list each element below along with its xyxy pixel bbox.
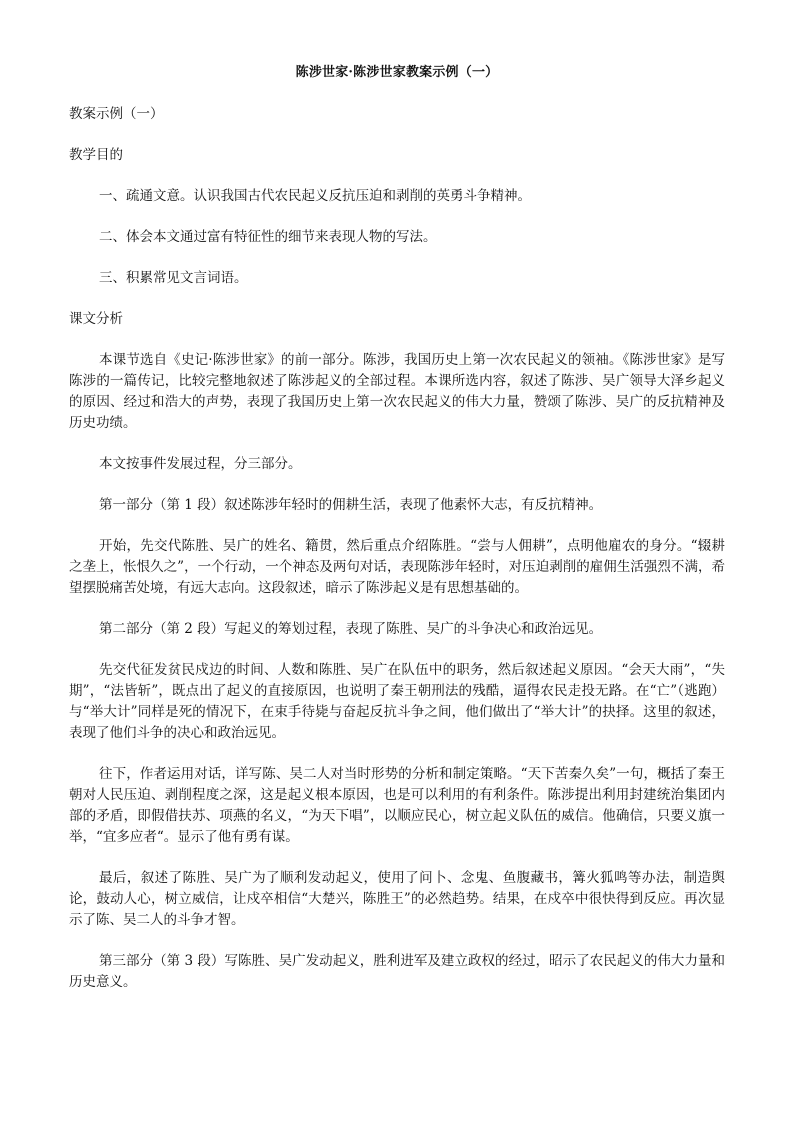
section-heading-teaching-goals: 教学目的 bbox=[69, 147, 123, 163]
teaching-goal-item: 三、积累常见文言词语。 bbox=[99, 270, 248, 286]
body-paragraph: 开始，先交代陈胜、吴广的姓名、籍贯，然后重点介绍陈胜。“尝与人佣耕”，点明他雇农的身分。“辍耕之垄上，怅恨久之”，一个行动，一个神态及两句对话，表现陈涉年轻时，对压迫剥削的雇佣生活强烈不满，希望摆脱痛苦处境，有远大志向。这段叙述，暗示了陈涉起义是有思想基础的。 bbox=[69, 538, 725, 596]
section-heading-lesson-plan: 教案示例（一） bbox=[69, 106, 164, 122]
section-heading-text-analysis: 课文分析 bbox=[69, 311, 123, 327]
body-paragraph: 本文按事件发展过程，分三部分。 bbox=[99, 456, 302, 472]
document-body bbox=[69, 104, 725, 1013]
body-paragraph: 第二部分（第 2 段）写起义的筹划过程，表现了陈胜、吴广的斗争决心和政治远见。 bbox=[99, 621, 603, 637]
body-paragraph: 第三部分（第 3 段）写陈胜、吴广发动起义，胜利进军及建立政权的经过，昭示了农民起义的伟大力量和历史意义。 bbox=[69, 953, 725, 990]
teaching-goal-item: 二、体会本文通过富有特征性的细节来表现人物的写法。 bbox=[99, 229, 437, 245]
body-paragraph: 最后，叙述了陈胜、吴广为了顺利发动起义，使用了问卜、念鬼、鱼腹藏书，篝火狐鸣等办法，制造舆论，鼓动人心，树立威信，让戍卒相信“大楚兴，陈胜王”的必然趋势。结果，在戍卒中很快得到反应。再次显示了陈、吴二人的斗争才智。 bbox=[69, 870, 725, 928]
document-title: 陈涉世家·陈涉世家教案示例（一） bbox=[295, 65, 499, 80]
teaching-goal-item: 一、疏通文意。认识我国古代农民起义反抗压迫和剥削的英勇斗争精神。 bbox=[99, 188, 531, 204]
body-paragraph: 第一部分（第 1 段）叙述陈涉年轻时的佣耕生活，表现了他素怀大志，有反抗精神。 bbox=[99, 497, 603, 513]
body-paragraph: 往下，作者运用对话，详写陈、吴二人对当时形势的分析和制定策略。“天下苦秦久矣”一句，概括了秦王朝对人民压迫、剥削程度之深，这是起义根本原因，也是可以利用的有利条件。陈涉提出利用封建统治集团内部的矛盾，即假借扶苏、项燕的名义，“为天下唱”，以顺应民心，树立起义队伍的威信。他确信，只要义旗一举，“宜多应者“。显示了他有勇有谋。 bbox=[69, 766, 725, 845]
body-paragraph: 先交代征发贫民戍边的时间、人数和陈胜、吴广在队伍中的职务，然后叙述起义原因。“会天大雨”，“失期”，“法皆斩”，既点出了起义的直接原因，也说明了秦王朝刑法的残酷，逼得农民走投无路。在“亡”（逃跑）与“举大计”同样是死的情况下，在束手待毙与奋起反抗斗争之间，他们做出了“举大计”的抉择。这里的叙述，表现了他们斗争的决心和政治远见。 bbox=[69, 662, 725, 741]
body-paragraph: 本课节选自《史记·陈涉世家》的前一部分。陈涉，我国历史上第一次农民起义的领袖。《陈涉世家》是写陈涉的一篇传记，比较完整地叙述了陈涉起义的全部过程。本课所选内容，叙述了陈涉、吴广领导大泽乡起义的原因、经过和浩大的声势，表现了我国历史上第一次农民起义的伟大力量，赞颂了陈涉、吴广的反抗精神及历史功绩。 bbox=[69, 352, 725, 431]
